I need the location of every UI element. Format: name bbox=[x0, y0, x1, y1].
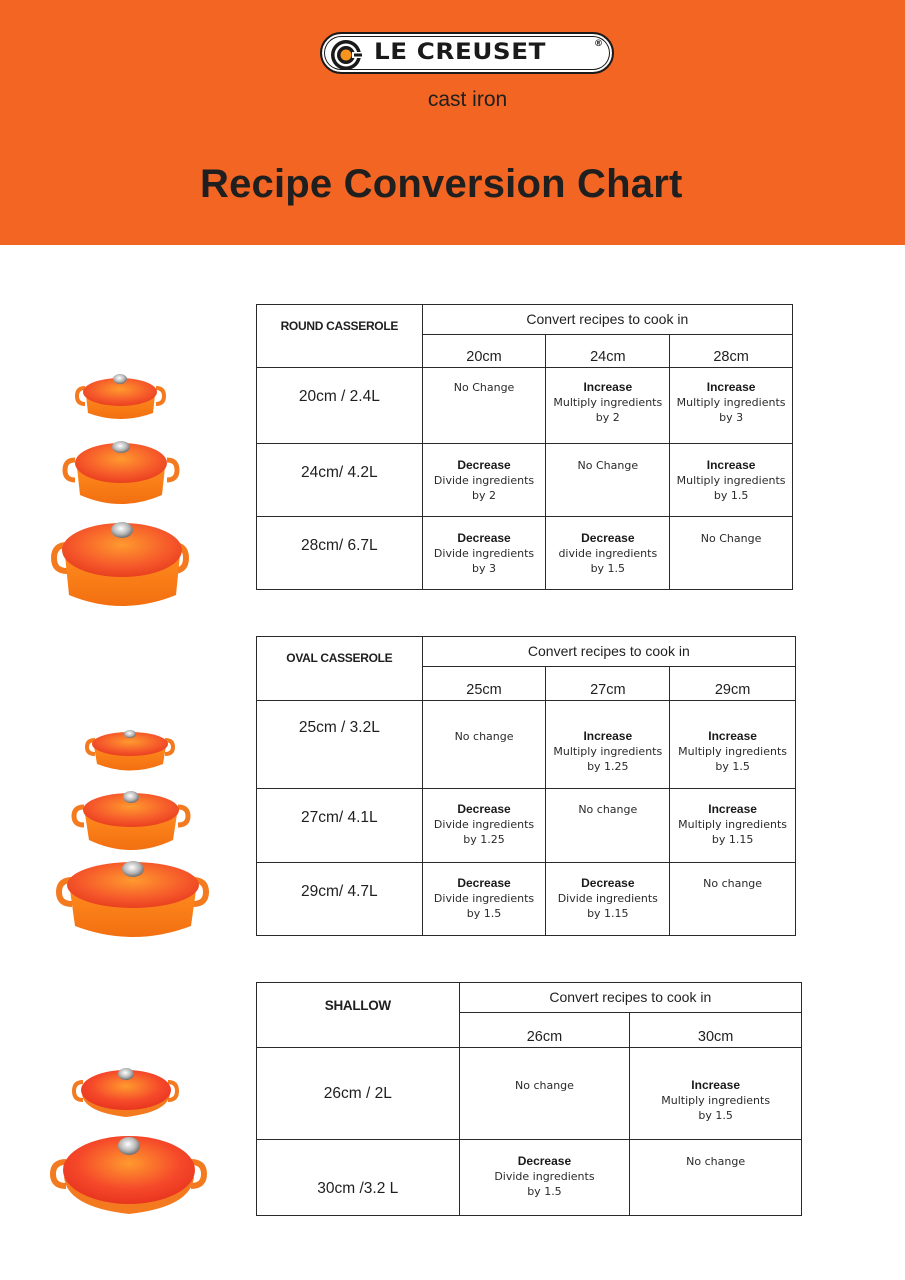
pot-large bbox=[54, 522, 186, 606]
convert-header: Convert recipes to cook in bbox=[459, 983, 801, 1013]
conversion-cell: Decrease Divide ingredients by 1.25 bbox=[422, 789, 546, 863]
pot-medium bbox=[65, 441, 177, 504]
pot-small bbox=[74, 1068, 177, 1117]
conversion-cell: No change bbox=[546, 789, 670, 863]
column-header: 20cm bbox=[422, 335, 546, 368]
conversion-cell: Increase Multiply ingredients by 3 bbox=[670, 368, 793, 444]
conversion-cell: No change bbox=[670, 863, 796, 936]
conversion-cell: Decrease Divide ingredients by 3 bbox=[422, 517, 546, 590]
le-creuset-ring-logo-icon bbox=[330, 39, 362, 71]
conversion-cell: Increase Multiply ingredients by 1.5 bbox=[630, 1048, 802, 1140]
table-row bbox=[257, 863, 796, 936]
row-label: 27cm/ 4.1L bbox=[257, 789, 423, 863]
shallow-casserole-table bbox=[256, 982, 802, 1216]
pot-large bbox=[53, 1136, 204, 1214]
brand-logo bbox=[320, 32, 614, 74]
table-row bbox=[257, 368, 793, 444]
table-title: SHALLOW bbox=[257, 983, 460, 1048]
shallow-casserole-pots-image bbox=[48, 1062, 213, 1222]
table-title: OVAL CASSEROLE bbox=[257, 637, 423, 701]
row-label: 28cm/ 6.7L bbox=[257, 517, 423, 590]
subtitle: cast iron bbox=[427, 88, 508, 111]
conversion-cell: Increase Multiply ingredients by 2 bbox=[546, 368, 670, 444]
row-label: 30cm /3.2 L bbox=[257, 1140, 460, 1216]
conversion-cell: No Change bbox=[422, 368, 546, 444]
column-header: 29cm bbox=[670, 667, 796, 701]
column-header: 28cm bbox=[670, 335, 793, 368]
conversion-cell: No change bbox=[459, 1048, 630, 1140]
page-title: Recipe Conversion Chart bbox=[200, 162, 683, 206]
conversion-cell: Increase Multiply ingredients by 1.5 bbox=[670, 444, 793, 517]
pot-small bbox=[87, 730, 173, 771]
oval-casserole-table bbox=[256, 636, 796, 936]
conversion-cell: Increase Multiply ingredients by 1.5 bbox=[670, 701, 796, 789]
column-header: 24cm bbox=[546, 335, 670, 368]
table-row bbox=[257, 517, 793, 590]
table-row bbox=[257, 701, 796, 789]
round-casserole-pots-image bbox=[45, 365, 205, 620]
row-label: 26cm / 2L bbox=[257, 1048, 460, 1140]
brand-name: LE CREUSET bbox=[374, 40, 547, 65]
conversion-cell: Decrease Divide ingredients by 2 bbox=[422, 444, 546, 517]
conversion-cell: No change bbox=[422, 701, 546, 789]
column-header: 30cm bbox=[630, 1013, 802, 1048]
conversion-cell: Decrease divide ingredients by 1.5 bbox=[546, 517, 670, 590]
table-row bbox=[257, 789, 796, 863]
conversion-cell: No change bbox=[630, 1140, 802, 1216]
table-title: ROUND CASSEROLE bbox=[257, 305, 423, 368]
convert-header: Convert recipes to cook in bbox=[422, 637, 795, 667]
row-label: 24cm/ 4.2L bbox=[257, 444, 423, 517]
pot-medium bbox=[74, 791, 188, 850]
column-header: 25cm bbox=[422, 667, 546, 701]
conversion-cell: No Change bbox=[546, 444, 670, 517]
round-casserole-table bbox=[256, 304, 793, 590]
row-label: 20cm / 2.4L bbox=[257, 368, 423, 444]
conversion-cell: No Change bbox=[670, 517, 793, 590]
conversion-cell: Decrease Divide ingredients by 1.5 bbox=[422, 863, 546, 936]
conversion-cell: Decrease Divide ingredients by 1.15 bbox=[546, 863, 670, 936]
row-label: 25cm / 3.2L bbox=[257, 701, 423, 789]
table-row bbox=[257, 1140, 802, 1216]
conversion-cell: Increase Multiply ingredients by 1.15 bbox=[670, 789, 796, 863]
conversion-cell: Decrease Divide ingredients by 1.5 bbox=[459, 1140, 630, 1216]
convert-header: Convert recipes to cook in bbox=[422, 305, 792, 335]
pot-small bbox=[77, 374, 164, 419]
registered-mark: ® bbox=[594, 39, 603, 49]
column-header: 26cm bbox=[459, 1013, 630, 1048]
table-row bbox=[257, 1048, 802, 1140]
column-header: 27cm bbox=[546, 667, 670, 701]
header-banner bbox=[0, 0, 905, 245]
table-row bbox=[257, 444, 793, 517]
conversion-cell: Increase Multiply ingredients by 1.25 bbox=[546, 701, 670, 789]
row-label: 29cm/ 4.7L bbox=[257, 863, 423, 936]
pot-large bbox=[59, 861, 206, 937]
oval-casserole-pots-image bbox=[50, 722, 215, 952]
